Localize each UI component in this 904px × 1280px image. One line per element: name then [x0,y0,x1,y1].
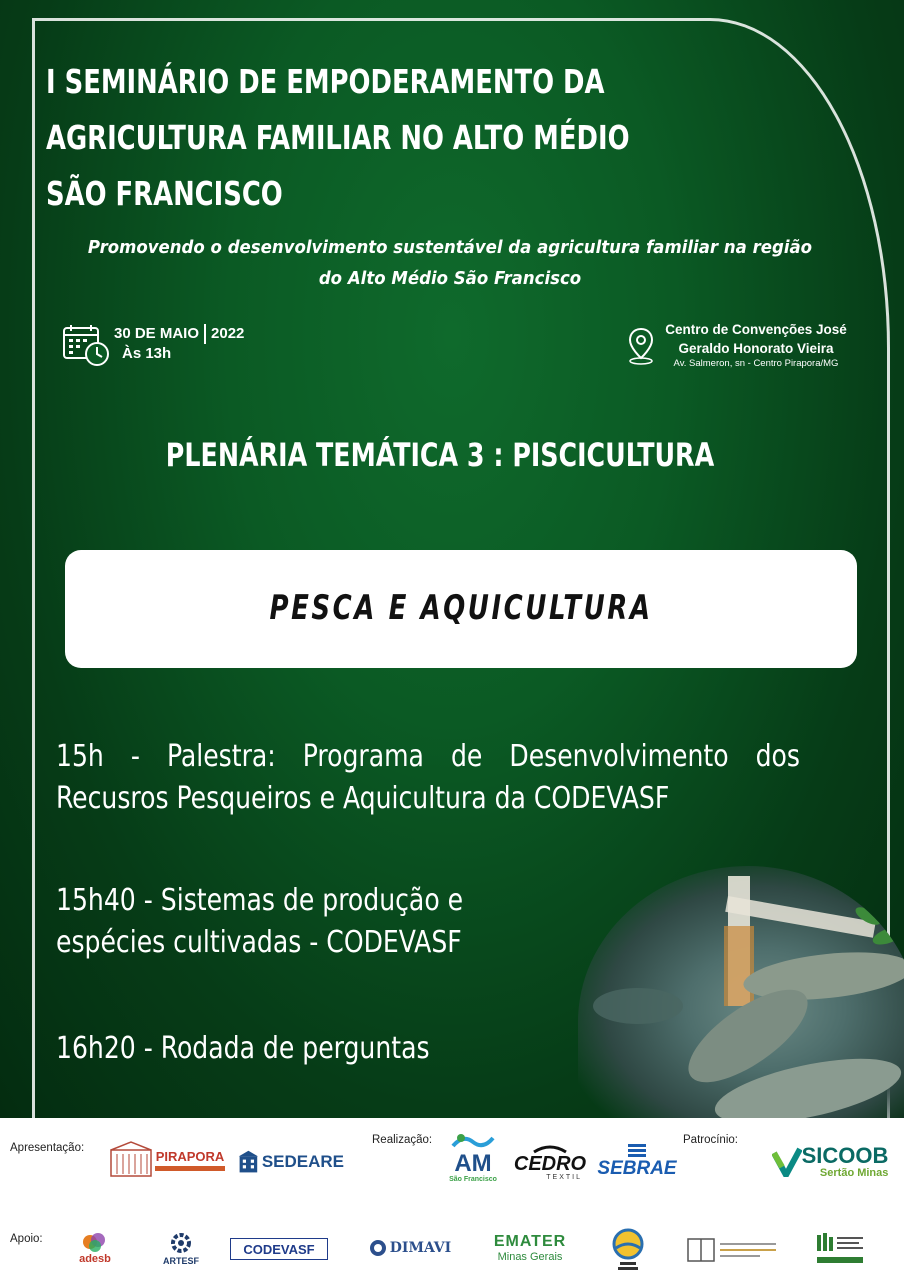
sala-mineira-logo [684,1234,784,1264]
river-seal-icon [608,1220,648,1274]
pirapora-text: PIRAPORA [155,1149,225,1164]
agenda-item-2: 15h40 - Sistemas de produção e espécies cultivadas - CODEVASF [56,883,464,960]
sebrae-mark-icon [628,1144,646,1158]
plenaria-heading: PLENÁRIA TEMÁTICA 3 : PISCICULTURA [165,436,715,474]
footer-sponsors [0,1118,904,1280]
calendar-clock-icon [62,324,112,368]
adesb-text: adesb [79,1253,111,1265]
event-subtitle: Promovendo o desenvolvimento sustentável da agricultura familiar na região do Alto Médio São Francisco [87,237,813,289]
movimento-sao-francisco-logo [606,1218,650,1276]
sedeare-logo [238,1144,344,1180]
apresentacao-label: Apresentação: [10,1142,85,1154]
sedeare-text: SEDEARE [261,1152,344,1171]
location-name: Centro de Convenções José Geraldo Honorato Vieira [665,322,847,356]
agenda-item-3: 16h20 - Rodada de perguntas [56,1031,430,1066]
sicoob-subtext: Sertão Minas [819,1167,889,1179]
patrocinio-label: Patrocínio: [683,1134,738,1146]
theme-box [65,550,857,668]
sicoob-text: SICOOB [801,1143,889,1168]
cedro-logo [512,1140,588,1184]
dimavi-mark-icon [369,1239,387,1257]
dimavi-text: DIMAVI [389,1240,452,1256]
pirapora-logo [104,1138,228,1182]
emater-subtext: Minas Gerais [497,1251,563,1263]
codevasf-text: CODEVASF [243,1241,315,1257]
apoio-label: Apoio: [10,1233,43,1245]
cedro-mark-icon [530,1144,570,1154]
adesb-logo [60,1226,130,1270]
adesb-mark-icon [80,1231,110,1253]
event-time: Às 13h [122,345,172,362]
cedro-text: CEDRO [513,1152,587,1175]
realizacao-label: Realização: [372,1134,433,1146]
am-text: AM [454,1149,492,1177]
am-logo [448,1128,498,1186]
gear-icon [168,1230,194,1256]
artesf-text: ARTESF [163,1256,199,1266]
emater-text: EMATER [493,1233,567,1250]
faemg-mark-icon [813,1229,867,1269]
sebrae-text: SEBRAE [597,1158,677,1179]
emater-logo [488,1228,572,1268]
event-title: I SEMINÁRIO DE EMPODERAMENTO DA AGRICULTURA FAMILIAR NO ALTO MÉDIO SÃO FRANCISCO [46,62,630,213]
am-subtext: São Francisco [449,1175,497,1183]
cedro-subtext: TEXTIL [546,1173,582,1181]
agenda-item-1: 15h - Palestra: Programa de Desenvolvimento dos Recusros Pesqueiros e Aquicultura da CODEVASF [56,739,800,816]
sicoob-mark-icon [772,1147,802,1177]
theme-title: PESCA E AQUICULTURA [269,588,653,628]
artesf-logo [155,1224,207,1272]
codevasf-logo [230,1238,328,1260]
event-year: 2022 [211,324,245,342]
building-icon [238,1147,259,1177]
faemg-logo [812,1228,868,1270]
sicoob-logo [768,1142,892,1182]
event-date: 30 DE MAIO 2022 [114,324,244,344]
location-address: Av. Salmeron, sn - Centro Pirapora/MG [673,358,839,369]
wave-icon [451,1132,495,1152]
sebrae-logo [596,1142,678,1182]
location-pin-icon [625,326,657,366]
dimavi-logo [366,1236,454,1260]
city-skyline-icon [107,1140,155,1180]
sala-mineira-mark-icon [686,1235,782,1263]
